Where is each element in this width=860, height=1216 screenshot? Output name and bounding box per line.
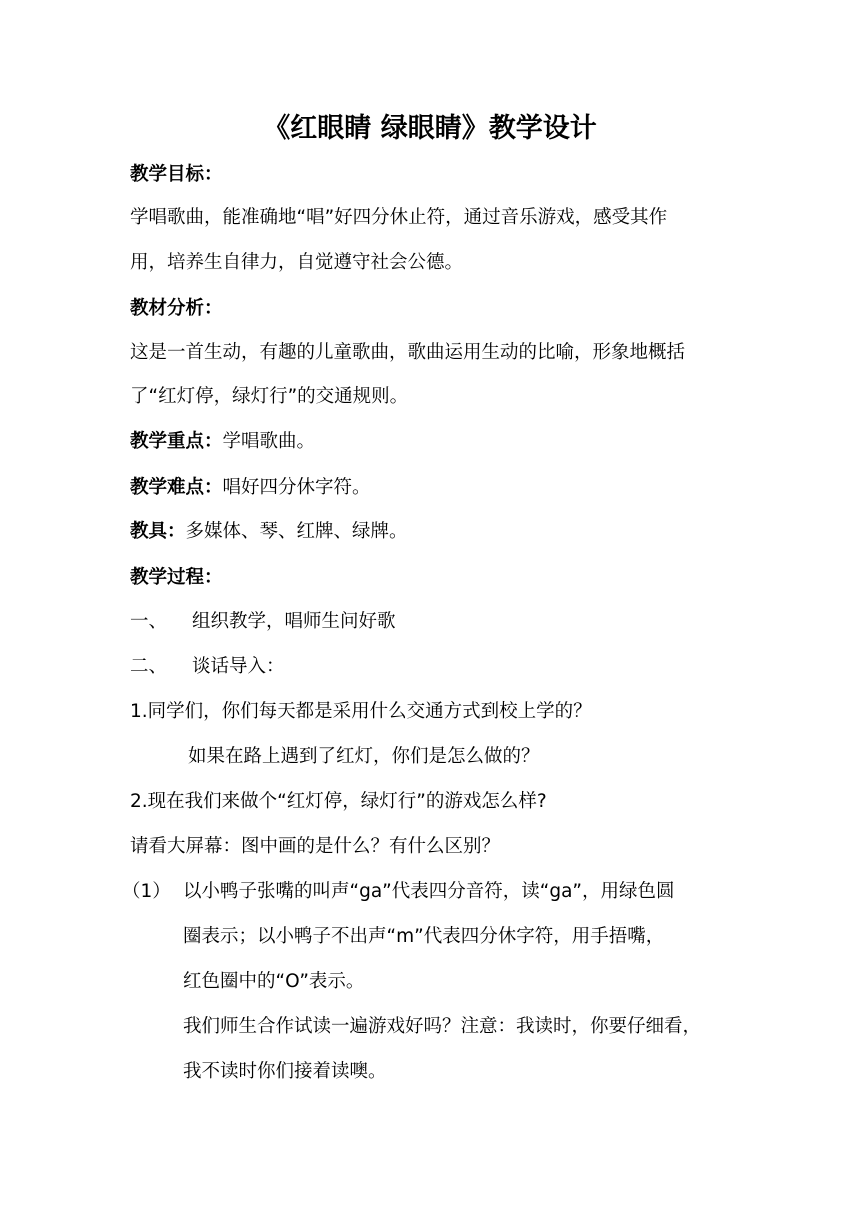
key-point-text: 学唱歌曲。 — [222, 431, 316, 452]
document-title: 《红眼睛 绿眼睛》教学设计 — [263, 113, 597, 144]
key-point-row — [130, 430, 315, 454]
key-point-label: 教学重点： — [130, 431, 223, 452]
tools-row — [130, 520, 408, 544]
objectives-line-2: 用，培养生自律力，自觉遵守社会公德。 — [130, 252, 464, 273]
difficulty-label: 教学难点： — [130, 477, 223, 498]
item-1-line-3: 红色圈中的“O”表示。 — [183, 971, 365, 992]
process-heading: 教学过程： — [130, 567, 223, 588]
difficulty-text: 唱好四分休字符。 — [222, 477, 371, 498]
step-1-text: 组织教学，唱师生问好歌 — [192, 611, 396, 632]
question-2: 2.现在我们来做个“红灯停，绿灯行”的游戏怎么样? — [130, 791, 547, 812]
item-1-line-4: 我们师生合作试读一遍游戏好吗？注意：我读时，你要仔细看， — [183, 1016, 702, 1037]
objectives-line-1: 学唱歌曲，能准确地“唱”好四分休止符，通过音乐游戏，感受其作 — [130, 207, 668, 228]
objectives-heading: 教学目标： — [130, 164, 223, 185]
item-1-line-5: 我不读时你们接着读噢。 — [183, 1061, 387, 1082]
item-1-line-2: 圈表示；以小鸭子不出声“m”代表四分休字符，用手捂嘴， — [183, 926, 665, 947]
analysis-line-2: 了“红灯停，绿灯行”的交通规则。 — [130, 386, 409, 407]
analysis-heading: 教材分析： — [130, 298, 223, 319]
step-1-number: 一、 — [130, 611, 168, 632]
item-1-line-1: 以小鸭子张嘴的叫声“ga”代表四分音符，读“ga”，用绿色圆 — [183, 881, 675, 902]
difficulty-row — [130, 476, 371, 500]
step-2-number: 二、 — [130, 656, 168, 677]
tools-text: 多媒体、琴、红牌、绿牌。 — [185, 521, 408, 542]
step-2-text: 谈话导入： — [192, 656, 285, 677]
question-3: 请看大屏幕：图中画的是什么？有什么区别？ — [130, 836, 501, 857]
question-1: 1.同学们，你们每天都是采用什么交通方式到校上学的？ — [130, 701, 592, 722]
item-1-number: （1） — [122, 881, 171, 902]
question-1-followup: 如果在路上遇到了红灯，你们是怎么做的？ — [188, 746, 540, 767]
tools-label: 教具： — [130, 521, 186, 542]
analysis-line-1: 这是一首生动，有趣的儿童歌曲，歌曲运用生动的比喻，形象地概括 — [130, 342, 686, 363]
